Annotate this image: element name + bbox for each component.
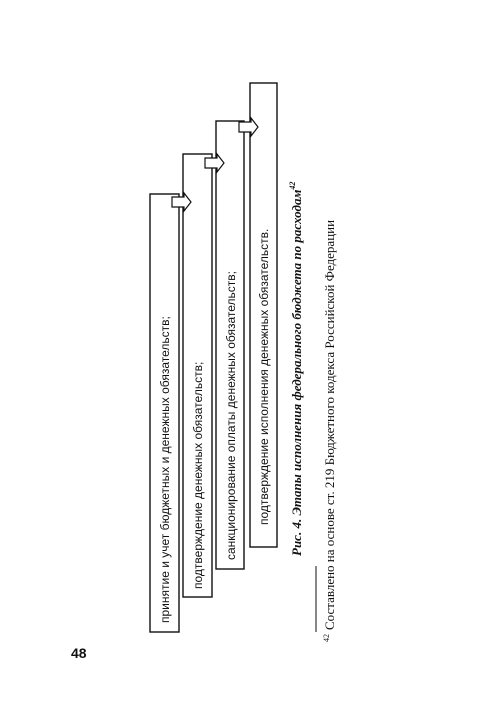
figure-caption (288, 182, 304, 556)
step-3-label: санкционирование оплаты денежных обязательств; (224, 270, 238, 560)
step-1-label: принятие и учет бюджетных и денежных обязательств; (158, 316, 172, 623)
footnote (322, 220, 337, 642)
page-number: 48 (71, 645, 87, 661)
step-2-label: подтверждение денежных обязательств; (191, 361, 205, 589)
step-4-label: подтверждение исполнения денежных обязательств. (257, 228, 271, 525)
footnote-number: 42 (322, 634, 331, 642)
figure-caption-note-ref: 42 (288, 181, 297, 190)
footnote-text: Составлено на основе ст. 219 Бюджетного кодекса Российской Федерации (322, 219, 337, 630)
figure-caption-text: Рис. 4. Этапы исполнения федерального бюджета по расходам (289, 189, 304, 556)
